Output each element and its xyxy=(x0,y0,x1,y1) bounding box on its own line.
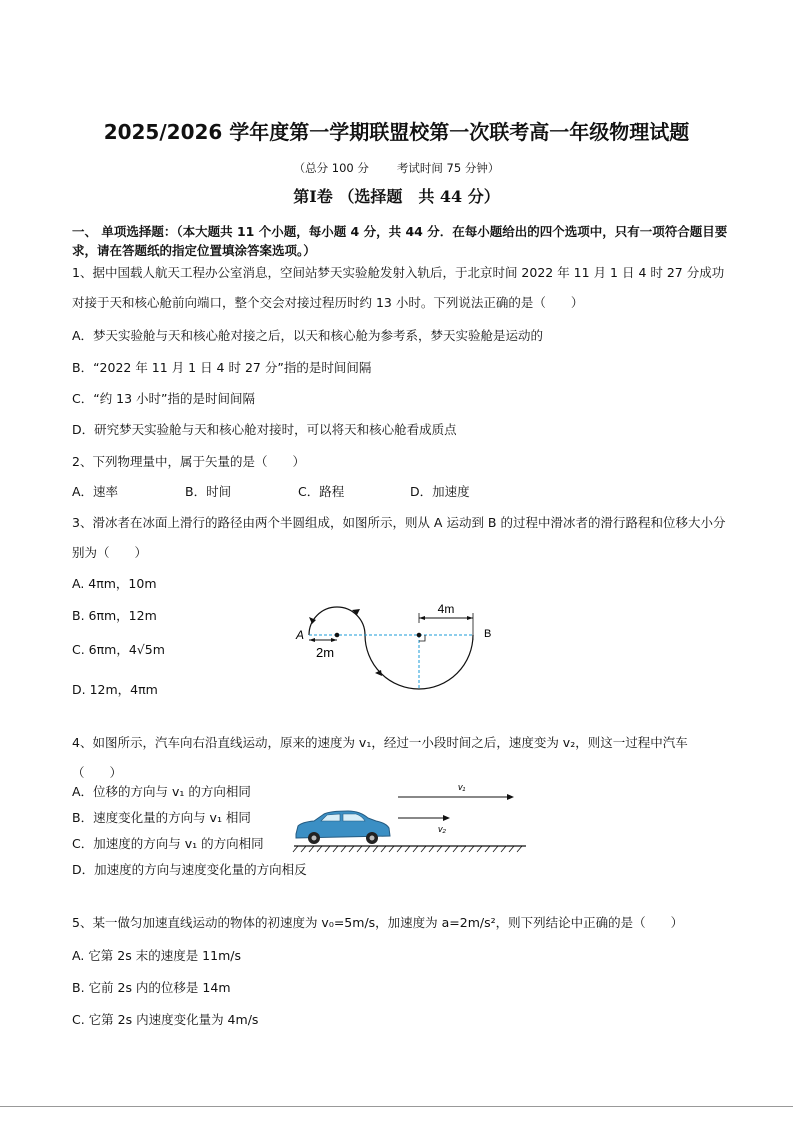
exam-time: 考试时间 75 分钟） xyxy=(396,161,500,175)
question-3-option-a: A. 4πm，10m xyxy=(72,576,157,591)
question-5-option-a: A. 它第 2s 末的速度是 11m/s xyxy=(72,948,241,963)
section-title: 第Ⅰ卷 （选择题 共 44 分） xyxy=(293,187,500,206)
label-4m: 4m xyxy=(437,602,455,616)
instructions: 一、 单项选择题：（本大题共 11 个小题，每小题 4 分，共 44 分．在每小题给出的四个选项中，只有一项符合题目要求，请在答题纸的指定位置填涂答案选项。） xyxy=(72,224,728,258)
question-3-option-d: D. 12m，4πm xyxy=(72,682,158,697)
page-bottom-divider xyxy=(0,1106,793,1107)
question-2-option-d: D．加速度 xyxy=(410,484,470,499)
question-4-option-c: C．加速度的方向与 v₁ 的方向相同 xyxy=(72,836,264,851)
skater-path-figure xyxy=(290,600,510,700)
label-2m: 2m xyxy=(315,645,335,660)
exam-info xyxy=(0,160,793,176)
label-v2: v₂ xyxy=(438,824,446,834)
question-3-option-b: B. 6πm，12m xyxy=(72,608,157,623)
small-centre-dot xyxy=(335,633,340,638)
question-4-option-a: A．位移的方向与 v₁ 的方向相同 xyxy=(72,784,251,799)
question-2-option-a: A．速率 xyxy=(72,484,119,499)
total-score: （总分 100 分 xyxy=(293,161,369,175)
question-1-option-c: C．“约 13 小时”指的是时间间隔 xyxy=(72,391,256,406)
ground-hatching xyxy=(293,846,522,852)
question-1-option-a: A．梦天实验舱与天和核心舱对接之后，以天和核心舱为参考系，梦天实验舱是运动的 xyxy=(72,328,544,343)
large-centre-dot xyxy=(417,633,422,638)
question-5-option-c: C. 它第 2s 内速度变化量为 4m/s xyxy=(72,1012,259,1027)
car-icon xyxy=(296,811,390,844)
label-b: B xyxy=(484,628,492,640)
question-4-option-d: D．加速度的方向与速度变化量的方向相反 xyxy=(72,862,307,877)
question-3-stem: 3、滑冰者在冰面上滑行的路径由两个半圆组成，如图所示，则从 A 运动到 B 的过程中滑冰者的滑行路程和位移大小分别为（ ） xyxy=(72,515,726,560)
question-1-option-b: B．“2022 年 11 月 1 日 4 时 27 分”指的是时间间隔 xyxy=(72,360,372,375)
question-2-stem: 2、下列物理量中，属于矢量的是（ ） xyxy=(72,454,305,469)
question-5-option-b: B. 它前 2s 内的位移是 14m xyxy=(72,980,231,995)
question-3-option-c: C. 6πm，4√5m xyxy=(72,642,165,657)
question-2-option-c: C．路程 xyxy=(298,484,345,499)
car-figure xyxy=(290,776,530,856)
exam-title: 2025/2026 学年度第一学期联盟校第一次联考高一年级物理试题 xyxy=(103,120,690,144)
label-a: A xyxy=(296,628,305,642)
question-4-option-b: B．速度变化量的方向与 v₁ 相同 xyxy=(72,810,251,825)
question-5-stem: 5、某一做匀加速直线运动的物体的初速度为 v₀=5m/s，加速度为 a=2m/s²，则下列结论中正确的是（ ） xyxy=(72,915,684,930)
question-4-stem: 4、如图所示，汽车向右沿直线运动，原来的速度为 v₁，经过一小段时间之后，速度变为 v₂，则这一过程中汽车（ ） xyxy=(72,735,688,780)
question-2-option-b: B．时间 xyxy=(185,484,232,499)
question-1-stem: 1、据中国载人航天工程办公室消息，空间站梦天实验舱发射入轨后，于北京时间 2022 年 11 月 1 日 4 时 27 分成功对接于天和核心舱前向端口，整个交会对接过程历时约 13 小时。下列说法正确的是（ ） xyxy=(72,265,725,310)
question-1-option-d: D．研究梦天实验舱与天和核心舱对接时，可以将天和核心舱看成质点 xyxy=(72,422,457,437)
label-v1: v₁ xyxy=(458,782,466,792)
